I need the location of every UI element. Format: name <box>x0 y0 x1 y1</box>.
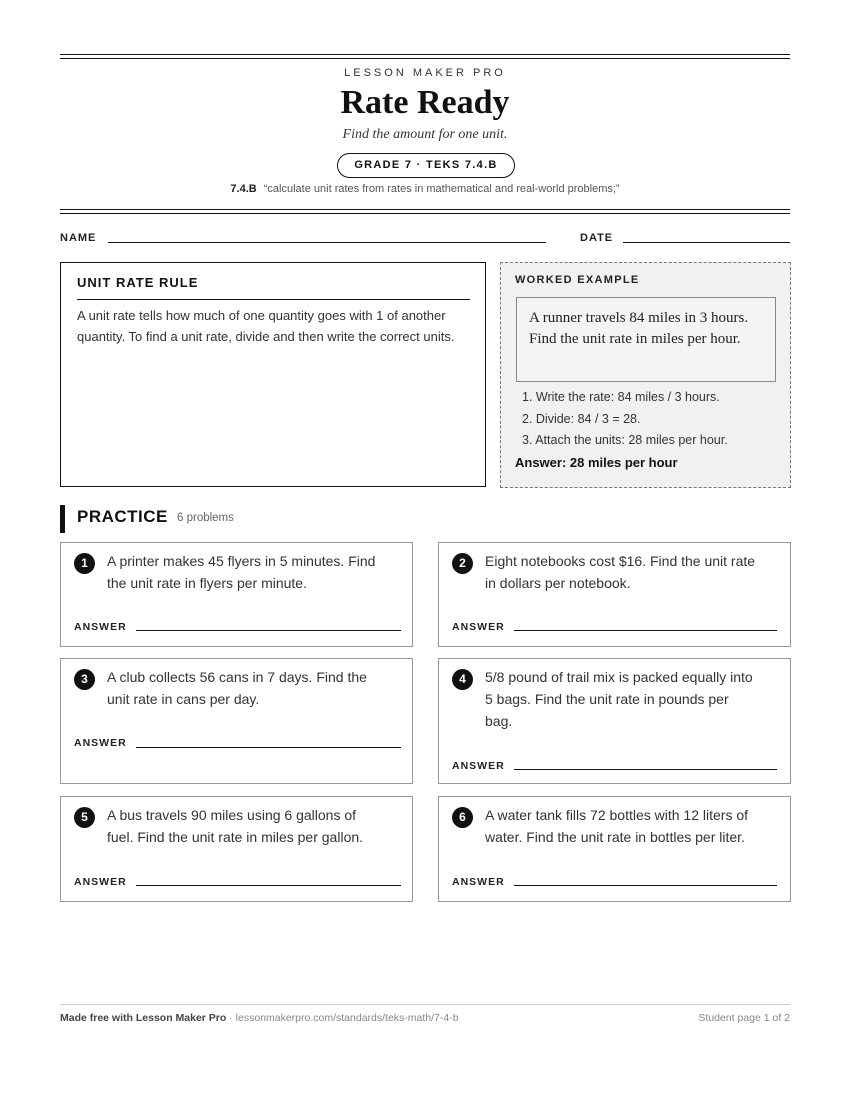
problem-card-6 <box>438 796 791 902</box>
problem-text-line: water. Find the unit rate in bottles per liter. <box>485 829 745 845</box>
date-label: DATE <box>580 232 614 244</box>
brand-name: LESSON MAKER PRO <box>344 67 506 79</box>
answer-field[interactable] <box>136 747 401 748</box>
problem-text-line: in dollars per notebook. <box>485 575 631 591</box>
answer-label: ANSWER <box>452 760 505 772</box>
practice-accent-bar <box>60 505 65 533</box>
problem-text <box>485 804 748 848</box>
problem-number-badge: 4 <box>452 669 473 690</box>
standard-line <box>0 183 850 195</box>
worked-example-box <box>500 262 791 488</box>
problem-text-line: unit rate in cans per day. <box>107 691 260 707</box>
problem-text <box>107 666 367 710</box>
problem-number-badge: 2 <box>452 553 473 574</box>
unit-rate-rule-box <box>60 262 486 487</box>
problem-number-badge: 6 <box>452 807 473 828</box>
problem-text <box>107 550 375 594</box>
name-field[interactable] <box>108 242 546 243</box>
problem-number-badge: 3 <box>74 669 95 690</box>
answer-label: ANSWER <box>74 876 127 888</box>
problem-text <box>107 804 363 848</box>
unit-rate-rule-text: A unit rate tells how much of one quantity goes with 1 of another quantity. To find a unit rate, divide and then write the correct units. <box>77 308 455 344</box>
footer-page-number: Student page 1 of 2 <box>698 1012 790 1024</box>
problem-card-5 <box>60 796 413 902</box>
answer-field[interactable] <box>514 769 777 770</box>
problem-card-4 <box>438 658 791 784</box>
worksheet-title: Rate Ready <box>340 84 510 121</box>
answer-field[interactable] <box>514 885 777 886</box>
problem-text <box>485 666 753 732</box>
answer-field[interactable] <box>514 630 777 631</box>
problem-number-badge: 1 <box>74 553 95 574</box>
practice-count: 6 problems <box>177 512 234 524</box>
problem-text-line: fuel. Find the unit rate in miles per gallon. <box>107 829 364 845</box>
problem-text-line: bag. <box>485 713 513 729</box>
problem-card-2 <box>438 542 791 647</box>
answer-field[interactable] <box>136 885 401 886</box>
problem-text-line: A water tank fills 72 bottles with 12 liters of <box>485 807 749 823</box>
answer-label: ANSWER <box>74 621 127 633</box>
answer-field[interactable] <box>136 630 401 631</box>
practice-title: PRACTICE <box>77 507 168 526</box>
worked-example-steps <box>522 387 782 452</box>
answer-label: ANSWER <box>74 737 127 749</box>
answer-label: ANSWER <box>452 876 505 888</box>
problem-text-line: the unit rate in flyers per minute. <box>107 575 307 591</box>
problem-text-line: Eight notebooks cost $16. Find the unit rate <box>485 553 756 569</box>
worked-example-step: 3. Attach the units: 28 miles per hour. <box>522 433 728 447</box>
standard-code: 7.4.B <box>230 183 257 195</box>
worked-example-answer: Answer: 28 miles per hour <box>515 455 678 470</box>
header-bottom-double-rule <box>60 209 790 214</box>
worked-example-step: 2. Divide: 84 / 3 = 28. <box>522 411 641 426</box>
footer-made-with: Made free with Lesson Maker Pro <box>60 1012 227 1024</box>
footer-url[interactable]: · lessonmakerpro.com/standards/teks-math/7-4-b <box>229 1012 459 1024</box>
worked-example-heading: WORKED EXAMPLE <box>515 274 640 286</box>
problem-number-badge: 5 <box>74 807 95 828</box>
footer-credit <box>60 1012 459 1024</box>
name-label: NAME <box>60 232 97 244</box>
problem-text-line: A printer makes 45 flyers in 5 minutes. Find <box>107 553 376 569</box>
problem-text <box>485 550 755 594</box>
worked-example-step: 1. Write the rate: 84 miles / 3 hours. <box>522 390 720 404</box>
footer-divider <box>60 1004 790 1005</box>
grade-badge: GRADE 7 · TEKS 7.4.B <box>337 153 515 178</box>
problem-text-line: A bus travels 90 miles using 6 gallons of <box>107 807 357 823</box>
problem-text-line: 5 bags. Find the unit rate in pounds per <box>485 691 729 707</box>
answer-label: ANSWER <box>452 621 505 633</box>
standard-text: “calculate unit rates from rates in mathematical and real-world problems;” <box>263 183 620 195</box>
worked-example-problem: A runner travels 84 miles in 3 hours. Find the unit rate in miles per hour. <box>516 297 776 382</box>
top-double-rule <box>60 54 790 59</box>
problem-card-1 <box>60 542 413 647</box>
problem-card-3 <box>60 658 413 784</box>
problem-text-line: 5/8 pound of trail mix is packed equally into <box>485 669 753 685</box>
unit-rate-rule-heading: UNIT RATE RULE <box>77 275 470 300</box>
date-field[interactable] <box>623 242 790 243</box>
worksheet-subtitle: Find the amount for one unit. <box>342 127 508 142</box>
problem-text-line: A club collects 56 cans in 7 days. Find the <box>107 669 367 685</box>
